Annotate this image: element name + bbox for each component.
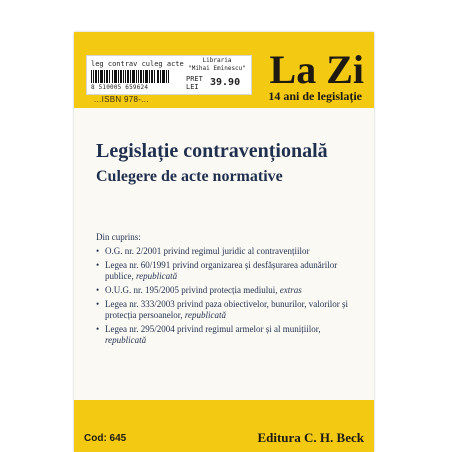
book-title: Legislație contravențională <box>96 140 328 162</box>
barcode <box>91 70 169 83</box>
list-item <box>96 285 360 296</box>
contents-list <box>96 246 360 349</box>
contents-label: Din cuprins: <box>96 232 141 242</box>
sticker-shop-line2: "Mihai Eminescu" <box>188 65 246 72</box>
bullet-icon: • <box>96 246 100 256</box>
price-value: 39.90 <box>210 77 241 88</box>
book-subtitle: Culegere de acte normative <box>96 168 283 185</box>
list-item-text: Legea nr. 295/2004 privind regimul armelor și al munițiilor, <box>105 324 321 334</box>
publisher-name: Editura C. H. Beck <box>257 430 364 445</box>
list-item-text: Legea nr. 60/1991 privind organizarea și desfășurarea adunărilor publice, <box>105 260 338 281</box>
list-item-note: extras <box>279 285 302 295</box>
torn-code: ...ISBN 978-... <box>94 95 149 104</box>
sticker-title: leg contrav culeg acte <box>91 60 184 68</box>
sticker-shop <box>185 57 249 73</box>
bottom-yellow-band <box>74 400 374 452</box>
price-sticker <box>86 55 252 95</box>
list-item-text: Legea nr. 333/2003 privind paza obiectivelor, bunurilor, valorilor și protecția persoanelor, <box>105 299 348 320</box>
list-item <box>96 299 360 321</box>
list-item-note: republicată <box>136 271 178 281</box>
price-label-line2: LEI <box>186 83 199 91</box>
sticker-shop-line1: Libraria <box>202 57 232 64</box>
product-code: Cod: 645 <box>84 433 127 444</box>
brand-tagline: 14 ani de legislație <box>268 89 362 103</box>
list-item <box>96 324 360 346</box>
book-cover <box>74 32 374 452</box>
list-item-note: republicată <box>184 310 227 320</box>
list-item <box>96 246 360 257</box>
bullet-icon: • <box>96 260 100 270</box>
list-item <box>96 260 360 282</box>
bullet-icon: • <box>96 285 100 295</box>
barcode-number: 8 510005 659624 <box>91 84 149 91</box>
price-label-line1: PRET <box>186 75 203 83</box>
bullet-icon: • <box>96 299 100 309</box>
bullet-icon: • <box>96 324 100 334</box>
brand-logo: La Zi <box>269 47 364 92</box>
list-item-note: republicată <box>105 335 147 345</box>
list-item-text: O.G. nr. 2/2001 privind regimul juridic al contravențiilor <box>105 246 310 256</box>
list-item-text: O.U.G. nr. 195/2005 privind protecția mediului, <box>105 285 280 295</box>
price-label <box>186 75 203 91</box>
